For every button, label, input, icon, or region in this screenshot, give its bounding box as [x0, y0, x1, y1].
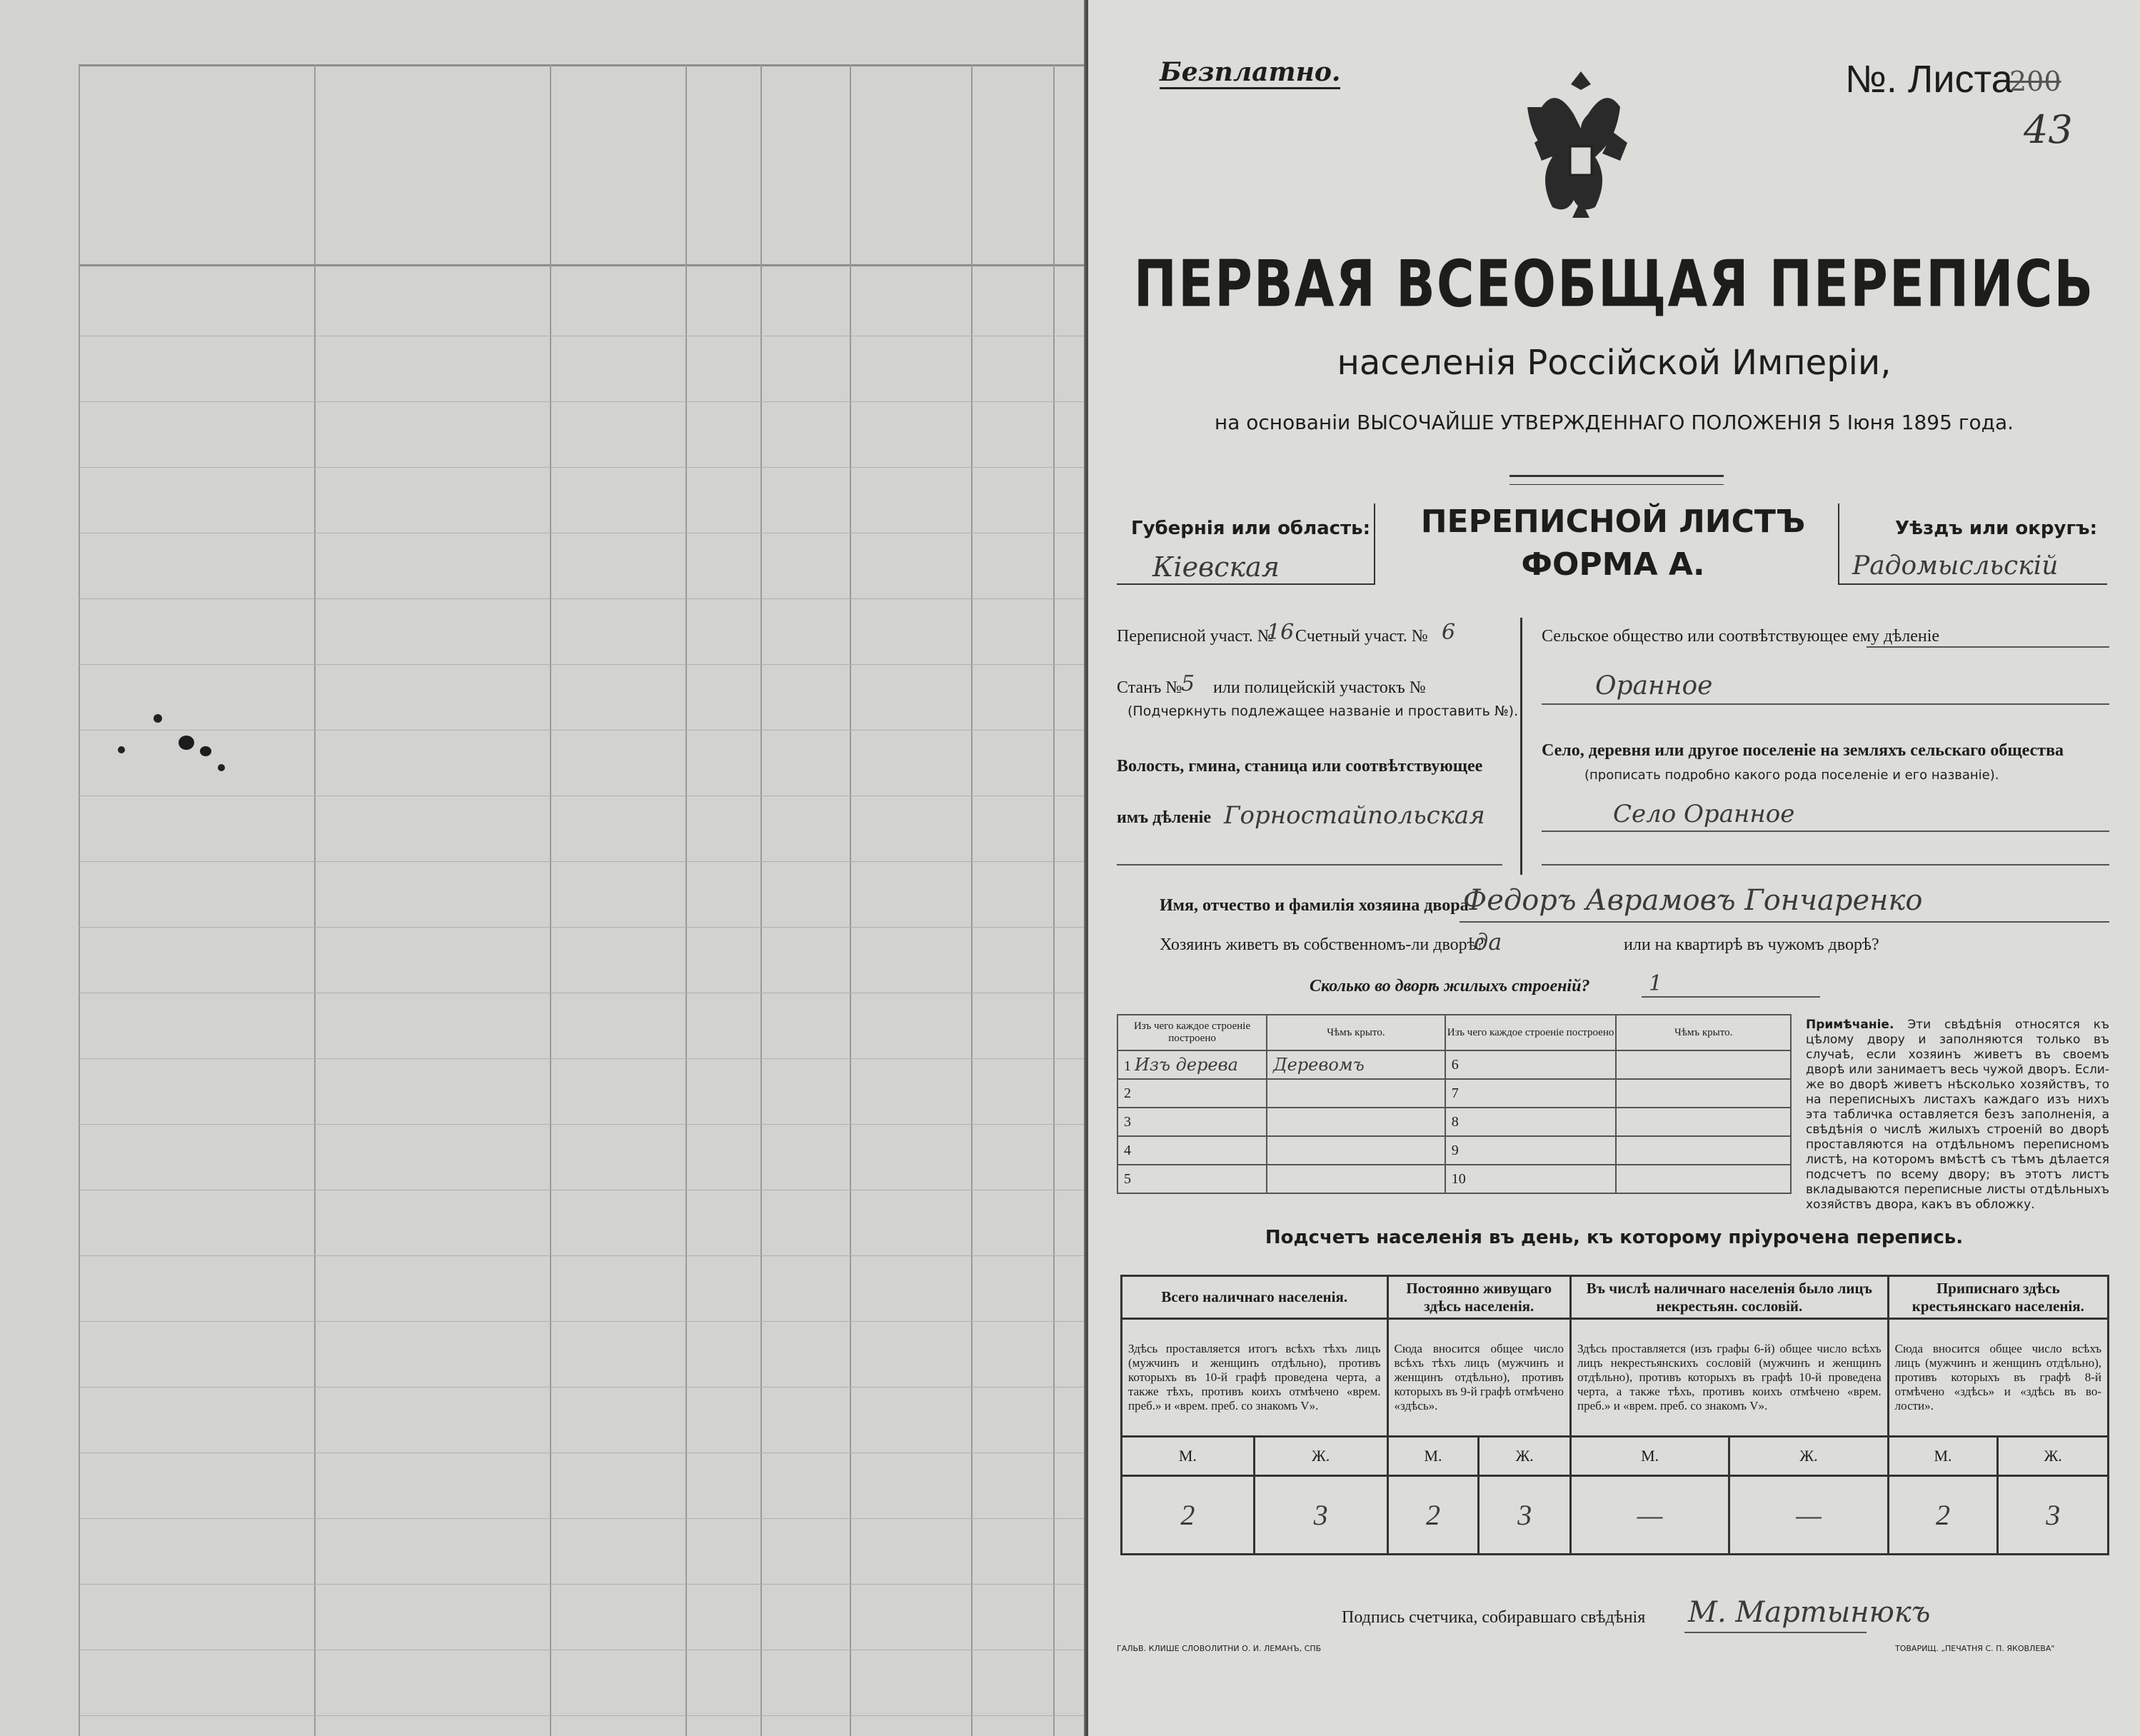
col-roof-header: Чѣмъ крыто. [1267, 1015, 1445, 1050]
row-number: 3 [1117, 1108, 1267, 1136]
census-district-label: Переписной участ. № [1117, 627, 1274, 646]
buildings-table [1117, 1014, 1792, 1194]
row-number: 8 [1445, 1108, 1617, 1136]
sheet-number-handwritten: 43 [2024, 107, 2073, 152]
grid-column-line [79, 64, 80, 1736]
male-label: М. [1122, 1437, 1255, 1476]
population-title: Подсчетъ населенія въ день, къ которому пріурочена перепись. [1265, 1227, 1964, 1248]
table-row [1117, 1165, 1791, 1193]
grid-column-line [685, 64, 687, 1736]
grid-row-line [79, 1321, 1085, 1322]
note-block [1806, 1018, 2109, 1213]
table-row [1117, 1079, 1791, 1108]
non-peasant-male-value: — [1570, 1476, 1729, 1555]
row-number: 1 [1124, 1058, 1131, 1074]
village-underline [1542, 831, 2109, 832]
grid-column-line [760, 64, 762, 1736]
district-value: Радомысльскій [1852, 551, 2059, 581]
district-label: Уѣздъ или округъ: [1895, 518, 2097, 539]
table-row [1117, 1136, 1791, 1165]
table-row [1117, 1108, 1791, 1136]
roof-value [1616, 1165, 1791, 1193]
buildings-table-header [1117, 1015, 1791, 1050]
spine-shadow [1084, 0, 1085, 1736]
male-label: М. [1888, 1437, 1998, 1476]
grid-row-line [79, 1255, 1085, 1256]
row-number: 4 [1117, 1136, 1267, 1165]
population-desc-row [1122, 1319, 2109, 1437]
grid-row-line [79, 861, 1085, 862]
pop-col-header-registered: Приписнаго здѣсь крестьянскаго населенія. [1888, 1276, 2108, 1319]
printer-right: ТОВАРИЩ. „ПЕЧАТНЯ С. П. ЯКОВЛЕВА" [1895, 1644, 2055, 1653]
sheet-number-label: №. Листа [1845, 58, 2013, 101]
grid-top-rule [79, 64, 1085, 66]
rented-label: или на квартирѣ въ чужомъ дворѣ? [1624, 935, 1879, 954]
society-value-underline [1542, 703, 2109, 705]
ink-blot [179, 736, 194, 750]
grid-row-line [79, 1715, 1085, 1716]
ink-blot [218, 764, 225, 771]
form-title: ПЕРЕПИСНОЙ ЛИСТЪ [1420, 503, 1806, 540]
village-label: Село, деревня или другое поселеніе на земляхъ сельскаго общества [1542, 741, 2064, 760]
total-female-value: 3 [1254, 1476, 1387, 1555]
own-yard-value: да [1474, 928, 1502, 955]
male-label: М. [1387, 1437, 1479, 1476]
grid-row-line [79, 1058, 1085, 1059]
col-roof-header: Чѣмъ крыто. [1616, 1015, 1791, 1050]
female-label: Ж. [1479, 1437, 1571, 1476]
volost-underline [1117, 864, 1502, 866]
buildings-count-value: 1 [1649, 971, 1663, 996]
grid-column-line [971, 64, 973, 1736]
male-label: М. [1570, 1437, 1729, 1476]
material-value: Изъ дерева [1135, 1055, 1238, 1075]
roof-value [1616, 1108, 1791, 1136]
grid-row-line [79, 401, 1085, 402]
roof-value [1267, 1165, 1445, 1193]
census-form-page [1088, 0, 2140, 1736]
police-label: или полицейскій участокъ № [1213, 678, 1426, 697]
grid-column-line [1053, 64, 1055, 1736]
roof-value [1267, 1136, 1445, 1165]
ink-blot [118, 746, 125, 753]
grid-row-line [79, 1584, 1085, 1585]
underline-note: (Подчеркнуть подлежащее названіе и проставить №). [1127, 703, 1519, 719]
permanent-female-value: 3 [1479, 1476, 1571, 1555]
roof-value [1267, 1079, 1445, 1108]
row-number: 9 [1445, 1136, 1617, 1165]
registered-male-value: 2 [1888, 1476, 1998, 1555]
row-number: 10 [1445, 1165, 1617, 1193]
village-note: (прописать подробно какого рода поселеніе и его названіе). [1584, 768, 1999, 783]
pop-col-header-non-peasant: Въ числѣ наличнаго населенія было лицъ некрестьян. сословій. [1570, 1276, 1888, 1319]
row-number: 7 [1445, 1079, 1617, 1108]
roof-value [1616, 1079, 1791, 1108]
printer-left: ГАЛЬВ. КЛИШЕ СЛОВОЛИТНИ О. И. ЛЕМАНЪ, СПБ [1117, 1644, 1322, 1653]
province-label: Губернія или область: [1131, 518, 1370, 539]
buildings-count-underline [1642, 996, 1820, 998]
signature-underline [1684, 1632, 1867, 1633]
grid-row-line [79, 730, 1085, 731]
pop-desc-non-peasant: Здѣсь проставляется (изъ графы 6-й) общее число всѣхъ лицъ некрестьянскихъ сословій (мужчинъ и женщинъ отдѣльно), противъ которыхъ въ графѣ 10-й проведена черта, а также тѣхъ, противъ коихъ отмѣчено «врем. преб.» и «врем. преб. со знакомъ V». [1570, 1319, 1888, 1437]
volost-label: Волость, гмина, станица или соотвѣтствующее [1117, 757, 1483, 776]
grid-column-line [314, 64, 316, 1736]
pop-desc-total: Здѣсь проставляется итогъ всѣхъ тѣхъ лицъ (мужчинъ и женщинъ отдѣльно), противъ которыхъ въ 10-й графѣ проведена черта, а также тѣхъ, противъ коихъ отмѣчено «врем. преб.» и «врем. преб. со знакомъ V». [1122, 1319, 1388, 1437]
ornament-divider [1509, 475, 1724, 485]
counting-district-value: 6 [1442, 620, 1456, 645]
grid-row-line [79, 1124, 1085, 1125]
volost-label-2: имъ дѣленіе [1117, 808, 1211, 827]
volost-value: Горностайпольская [1224, 801, 1485, 830]
female-label: Ж. [1254, 1437, 1387, 1476]
female-label: Ж. [1998, 1437, 2109, 1476]
counting-district-label: Счетный участ. № [1295, 627, 1428, 646]
form-title-form-a: ФОРМА А. [1521, 546, 1705, 583]
female-label: Ж. [1729, 1437, 1888, 1476]
row-number: 6 [1445, 1050, 1617, 1079]
grid-row-line [79, 1387, 1085, 1388]
village-value: Село Оранное [1613, 800, 1795, 828]
roof-value [1616, 1136, 1791, 1165]
census-district-value: 16 [1267, 620, 1295, 645]
grid-row-line [79, 467, 1085, 468]
society-label: Сельское общество или соотвѣтствующее ему дѣленіе [1542, 627, 1940, 646]
stan-label: Станъ № [1117, 678, 1182, 697]
grid-row-line [79, 664, 1085, 665]
owner-name-value: Федоръ Аврамовъ Гончаренко [1463, 884, 1923, 917]
province-value: Кіевская [1152, 551, 1280, 583]
main-title: ПЕРВАЯ ВСЕОБЩАЯ ПЕРЕПИСЬ [1133, 246, 2095, 321]
non-peasant-female-value: — [1729, 1476, 1888, 1555]
roof-value [1616, 1050, 1791, 1079]
pop-desc-permanent: Сюда вносится общее число всѣхъ тѣхъ лицъ (мужчинъ и женщинъ отдѣльно), противъ которыхъ въ 9-й графѣ отмѣчено «здѣсь». [1387, 1319, 1570, 1437]
owner-name-underline [1460, 921, 2109, 923]
population-values-row [1122, 1476, 2109, 1555]
roof-value: Деревомъ [1267, 1050, 1445, 1079]
grid-column-line [550, 64, 551, 1736]
table-row [1117, 1050, 1791, 1079]
grid-row-line [79, 1452, 1085, 1453]
ink-blot [154, 714, 162, 723]
village-underline-2 [1542, 864, 2109, 866]
legal-basis: на основаніи ВЫСОЧАЙШЕ УТВЕРЖДЕННАГО ПОЛОЖЕНІЯ 5 Іюня 1895 года. [1214, 411, 2014, 434]
buildings-count-label: Сколько во дворѣ жилыхъ строеній? [1310, 977, 1590, 995]
grid-row-line [79, 598, 1085, 599]
enumerator-signature: М. Мартынюкъ [1688, 1596, 1931, 1629]
sheet-number-struck: 200 [2009, 66, 2061, 97]
row-number: 2 [1117, 1079, 1267, 1108]
population-sex-row [1122, 1437, 2109, 1476]
population-table [1120, 1275, 2109, 1555]
registered-female-value: 3 [1998, 1476, 2109, 1555]
col-material-header: Изъ чего каждое строеніе построено [1117, 1015, 1267, 1050]
grid-header-rule [79, 264, 1085, 266]
note-title: Примѣчаніе. [1806, 1018, 1894, 1032]
pop-col-header-total: Всего наличнаго населенія. [1122, 1276, 1388, 1319]
free-label: Безплатно. [1160, 57, 1340, 89]
permanent-male-value: 2 [1387, 1476, 1479, 1555]
society-value: Оранное [1595, 671, 1713, 701]
population-header-row [1122, 1276, 2109, 1319]
signature-label: Подпись счетчика, собиравшаго свѣдѣнія [1342, 1608, 1646, 1627]
roof-value [1267, 1108, 1445, 1136]
grid-row-line [79, 1518, 1085, 1519]
vertical-divider [1520, 618, 1522, 875]
imperial-eagle-emblem [1527, 64, 1634, 229]
subtitle: населенія Россійской Имперіи, [1337, 343, 1892, 383]
grid-column-line [850, 64, 851, 1736]
society-underline [1867, 646, 2109, 648]
pop-col-header-permanent: Постоянно живущаго здѣсь населенія. [1387, 1276, 1570, 1319]
row-number: 5 [1117, 1165, 1267, 1193]
pop-desc-registered: Сюда вносится общее число всѣхъ лицъ (мужчинъ и женщинъ отдѣльно), противъ которыхъ въ графѣ 8-й отмѣчено «здѣсь» и «здѣсь въ во-лости». [1888, 1319, 2108, 1437]
grid-row-line [79, 927, 1085, 928]
note-text: Эти свѣдѣнія относятся къ цѣлому двору и заполняются только въ случаѣ, если хозяинъ живетъ въ своемъ дворѣ или занимаетъ весь чужой дворъ. Если-же во дворѣ живетъ нѣсколько хозяйствъ, то на переписныхъ листахъ каждаго изъ нихъ эта табличка оставляется безъ заполненія, а свѣдѣнія о числѣ жилыхъ строеній во дворѣ проставляются на отдѣльномъ переписномъ листѣ, на которомъ вмѣстѣ съ тѣмъ дѣлается подсчетъ по всему двору; въ этотъ листъ вкладываются переписные листы отдѣльныхъ хозяйствъ двора, какъ въ обложку. [1806, 1018, 2110, 1212]
total-male-value: 2 [1122, 1476, 1255, 1555]
owner-name-label: Имя, отчество и фамилія хозяина двора [1160, 896, 1469, 915]
ink-blot [200, 746, 211, 756]
own-yard-label: Хозяинъ живетъ въ собственномъ-ли дворѣ? [1160, 935, 1485, 954]
col-material-header: Изъ чего каждое строеніе построено [1445, 1015, 1617, 1050]
stan-value: 5 [1181, 671, 1195, 696]
